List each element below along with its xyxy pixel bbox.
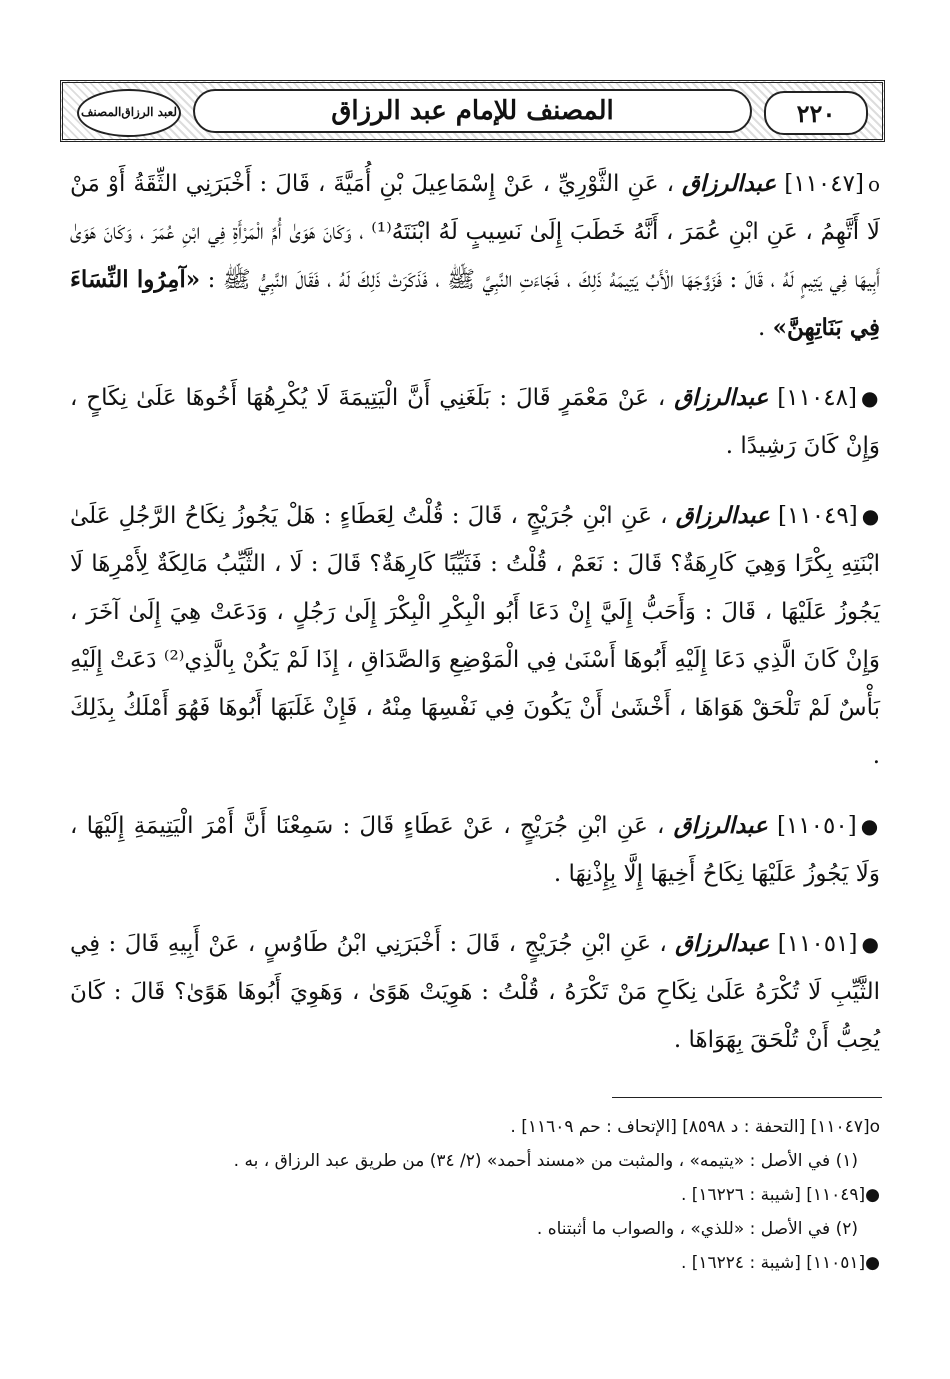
- narrator-name: عبدالرزاق: [675, 930, 770, 957]
- prophet-quote: «آمِرُوا النِّسَاءَ فِي بَنَاتِهِنَّ»: [70, 266, 880, 341]
- hadith-marker: ●: [861, 386, 881, 410]
- hadith-marker: ●: [861, 504, 881, 528]
- footnotes: [200, 1110, 880, 1280]
- narrator-name: عبدالرزاق: [682, 170, 777, 197]
- hadith-marker: ο: [867, 172, 881, 196]
- footnote-line: ●[١١٠٤٩] [شيبة : ١٦٢٢٦] .: [680, 1185, 880, 1205]
- hadith-11048: [70, 374, 880, 470]
- footnote-line: ο[١١٠٤٧] [التحفة : د ٨٥٩٨] [الإتحاف : حم ١١٦٠٩] .: [510, 1117, 880, 1137]
- hadith-11051: [70, 920, 880, 1064]
- hadith-marker: ●: [860, 814, 881, 838]
- hadith-number: [١١٠٥١]: [777, 931, 858, 957]
- page-number: ٢٢٠: [764, 91, 868, 135]
- hadith-number: [١١٠٥٠]: [776, 813, 857, 839]
- hadith-number: [١١٠٤٩]: [778, 503, 858, 529]
- hadith-text: ، عَنْ مَعْمَرٍ قَالَ : بَلَغَنِي أَنَّ الْيَتِيمَةَ لَا يُكْرِهُهَا أَخُوهَا عَلَىٰ نِكَاحٍ ، وَإِنْ كَانَ رَشِيدًا .: [70, 385, 880, 459]
- page-header: [60, 80, 885, 142]
- narrator-name: عبدالرزاق: [673, 812, 768, 839]
- hadith-11049: [70, 492, 880, 780]
- footnote-line: (١) في الأصل : «يتيمه» ، والمثبت من «مسند أحمد» (٢/ ٣٤) من طريق عبد الرزاق ، به .: [233, 1151, 858, 1171]
- hadith-end: .: [757, 315, 773, 341]
- hadith-marker: ●: [861, 932, 880, 956]
- logo-text-2: لعبد الرزاق: [121, 105, 177, 120]
- hadith-11050: [70, 802, 880, 898]
- hadith-11047: [70, 160, 880, 352]
- narrator-name: عبدالرزاق: [675, 502, 770, 529]
- hadith-text: ، عَنِ ابْنِ جُرَيْجٍ ، قَالَ : قُلْتُ لِعَطَاءٍ : هَلْ يَجُوزُ نِكَاحُ الرَّجُلِ عَلَىٰ ابْنَتِهِ بِكْرًا وَهِيَ كَارِهَةٌ؟ قَالَ : نَعَمْ ، قُلْتُ : فَثَيِّبًا كَارِهَةٌ؟ قَالَ : لَا ، الثَّيِّبُ مَالِكَةٌ لِأَمْرِهَا لَا يَجُوزُ عَلَيْهَا ، قَالَ : وَأَحَبُّ إِلَيَّ إِنْ دَعَا أَبُو الْبِكْرِ الْبِكْرَ إِلَىٰ رَجُلٍ ، وَدَعَتْ هِيَ إِلَىٰ آخَرَ ، وَإِنْ كَانَ الَّذِي دَعَا إِلَيْهِ أَبُوهَا أَسْنَىٰ فِي الْمَوْضِعِ وَالصَّدَاقِ ، إِذَا لَمْ يَكُنْ بِالَّذِي⁽²⁾ دَعَتْ إِلَيْهِ بَأْسٌ لَمْ تَلْحَقْ هَوَاهَا ، أَخْشَىٰ أَنْ يَكُونَ فِي نَفْسِهَا مِنْهُ ، فَإِنْ غَلَبَهَا أَبُوهَا فَهُوَ أَمْلَكُ بِذَلِكَ .: [70, 503, 880, 769]
- header-title-frame: [193, 89, 752, 133]
- hadith-body: [70, 160, 880, 1086]
- logo-text-1: المصنف: [81, 105, 122, 120]
- hadith-number: [١١٠٤٨]: [777, 385, 857, 411]
- book-logo: [77, 89, 181, 137]
- footnote-line: (٢) في الأصل : «للذي» ، والصواب ما أثبتناه .: [536, 1219, 858, 1239]
- hadith-text: ، عَنِ ابْنِ جُرَيْجٍ ، عَنْ عَطَاءٍ قَالَ : سَمِعْنَا أَنَّ أَمْرَ الْيَتِيمَةِ إِلَيْهَا ، وَلَا يَجُوزُ عَلَيْهَا نِكَاحُ أَخِيهَا إِلَّا بِإِذْنِهَا .: [70, 813, 880, 887]
- narrator-name: عبدالرزاق: [674, 384, 769, 411]
- hadith-number: [١١٠٤٧]: [784, 171, 864, 197]
- book-title: المصنف للإمام عبد الرزاق: [331, 96, 614, 126]
- footnote-divider: [612, 1097, 882, 1098]
- hadith-text: ، عَنِ ابْنِ جُرَيْجٍ ، قَالَ : أَخْبَرَنِي ابْنُ طَاوُسٍ ، عَنْ أَبِيهِ قَالَ : فِي الثَّيِّبِ لَا تُكْرَهُ عَلَىٰ نِكَاحِ مَنْ تَكْرَهُ ، قُلْتُ : هَوِيَتْ هَوًىٰ ، وَهَوِيَ أَبُوهَا هَوًىٰ؟ قَالَ : كَانَ يُحِبُّ أَنْ تُلْحَقَ بِهَوَاهَا .: [70, 931, 880, 1053]
- footnote-line: ●[١١٠٥١] [شيبة : ١٦٢٢٤] .: [680, 1253, 880, 1273]
- hadith-text: ، عَنِ الثَّوْرِيِّ ، عَنْ إِسْمَاعِيلَ بْنِ أُمَيَّةَ ، قَالَ : أَخْبَرَنِي الثِّقَةُ أَوْ مَنْ لَا أَتَّهِمُ ، عَنِ ابْنِ عُمَرَ ، أَنَّهُ خَطَبَ إِلَىٰ نَسِيبٍ لَهُ ابْنَتَهُ⁽¹⁾ ، وَكَانَ هَوَىٰ أُمِّ الْمَرْأَةِ فِي ابْنِ عُمَرَ ، وَكَانَ هَوَىٰ أَبِيهَا فِي يَتِيمٍ لَهُ ، قَالَ : فَزَوَّجَهَا الْأَبُ يَتِيمَهُ ذَلِكَ ، فَجَاءَتِ النَّبِيَّ ﷺ ، فَذَكَرَتْ ذَلِكَ لَهُ ، فَقَالَ النَّبِيُّ ﷺ :: [70, 171, 880, 293]
